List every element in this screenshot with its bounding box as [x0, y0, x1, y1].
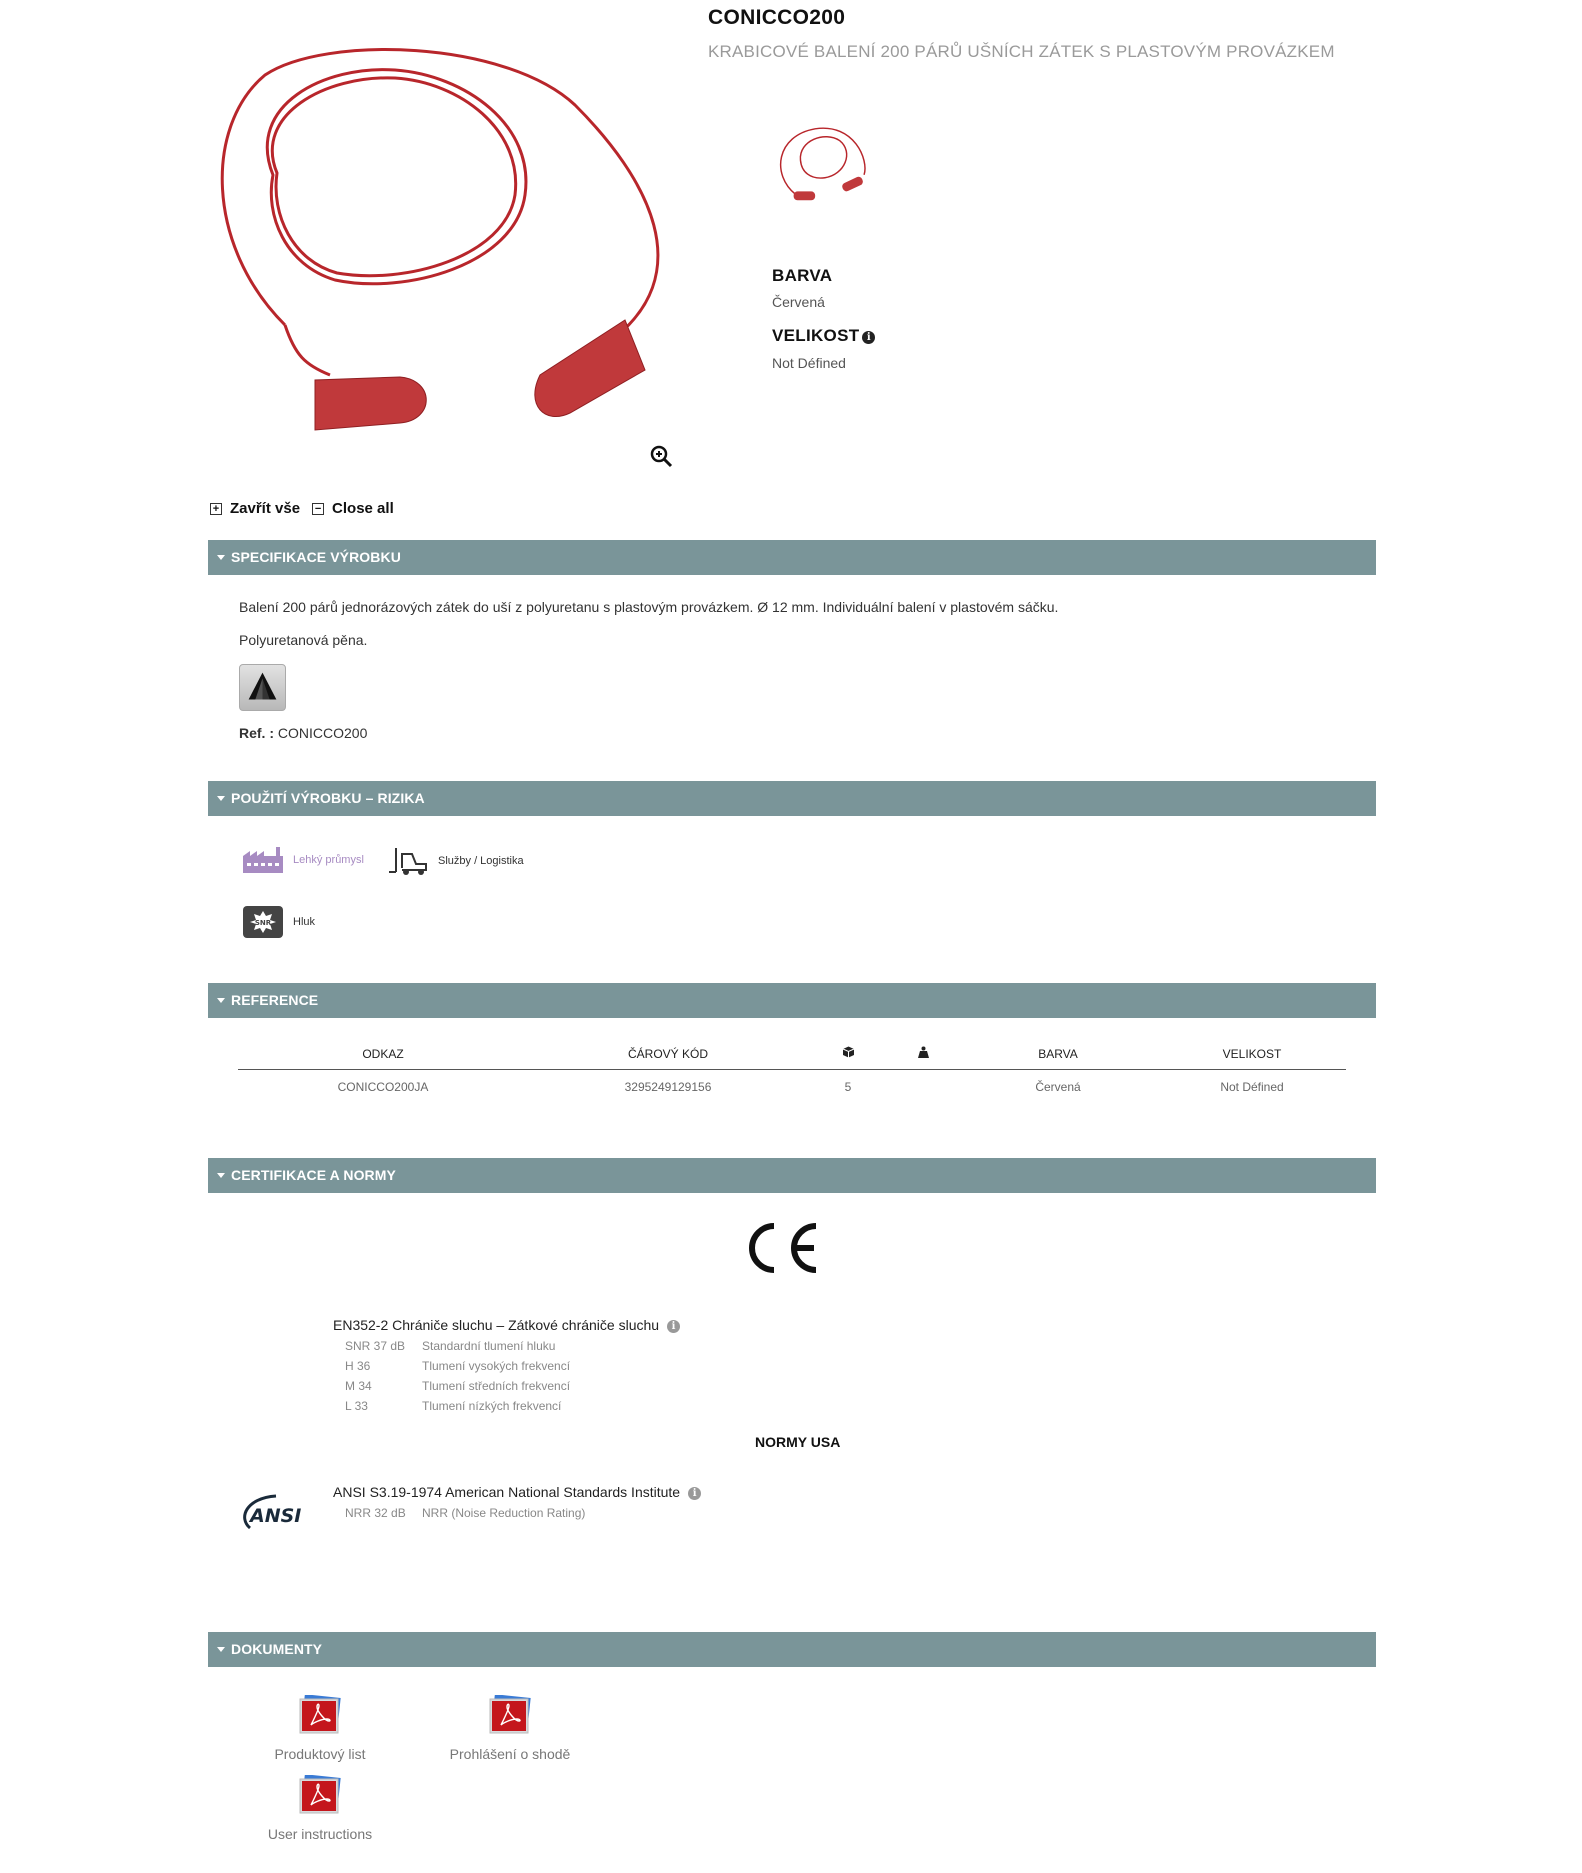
section-title: DOKUMENTY [231, 1641, 323, 1657]
close-all-label: Close all [332, 500, 394, 517]
usage-item [388, 846, 524, 876]
section-title: REFERENCE [231, 992, 319, 1008]
color-label: BARVA [772, 266, 833, 285]
cell-box-qty: 5 [844, 1080, 852, 1094]
forklift-icon [388, 846, 430, 876]
delta-plus-logo [239, 664, 286, 711]
usage-label: Lehký průmysl [293, 854, 364, 866]
norm-row: L 33 Tlumení nízkých frekvencí [345, 1399, 562, 1413]
noise-icon [242, 905, 284, 939]
pdf-icon [297, 1695, 343, 1735]
caret-down-icon [217, 555, 225, 560]
pdf-icon [487, 1695, 533, 1735]
close-all-button[interactable] [312, 500, 394, 517]
col-header-reference: ODKAZ [238, 1040, 528, 1070]
usage-item [242, 905, 315, 939]
norm-row: H 36 Tlumení vysokých frekvencí [345, 1359, 571, 1373]
usa-norms-heading: NORMY USA [755, 1434, 841, 1450]
size-label: VELIKOST [772, 326, 860, 345]
caret-down-icon [217, 998, 225, 1003]
info-icon[interactable]: i [688, 1487, 701, 1500]
product-thumbnail[interactable] [770, 120, 874, 212]
ce-mark-logo [746, 1222, 820, 1274]
col-header-color: BARVA [958, 1040, 1158, 1070]
expand-all-label: Zavřít vše [230, 500, 301, 517]
table-row [238, 1070, 1346, 1101]
expand-all-button[interactable] [210, 500, 300, 517]
ref-value: CONICCO200 [277, 725, 368, 741]
ansi-norm-title-row [333, 1484, 701, 1500]
box-icon [842, 1046, 855, 1058]
document-link-user-instructions[interactable] [250, 1775, 390, 1842]
cell-barcode: 3295249129156 [624, 1080, 712, 1094]
section-title: SPECIFIKACE VÝROBKU [231, 549, 401, 565]
ansi-norm-title: ANSI S3.19-1974 American National Standards Institute [333, 1484, 681, 1500]
ansi-logo [236, 1490, 304, 1534]
spec-reference [239, 725, 367, 741]
ref-label: Ref. : [239, 725, 274, 741]
norm-row: NRR 32 dB NRR (Noise Reduction Rating) [345, 1506, 586, 1520]
product-subtitle: KRABICOVÉ BALENÍ 200 PÁRŮ UŠNÍCH ZÁTEK S PLASTOVÝM PROVÁZKEM [708, 42, 1335, 61]
cell-color: Červená [1035, 1080, 1081, 1094]
document-link-declaration[interactable] [440, 1695, 580, 1762]
spec-material: Polyuretanová pěna. [239, 632, 368, 648]
cell-weight [888, 1070, 958, 1101]
section-header-reference[interactable] [208, 983, 1376, 1018]
weight-icon [918, 1046, 929, 1058]
spec-description: Balení 200 párů jednorázových zátek do uší z polyuretanu s plastovým provázkem. Ø 12 mm. Individuální balení v plastovém sáčku. [239, 599, 1059, 615]
cell-reference: CONICCO200JA [337, 1080, 429, 1094]
product-image[interactable] [205, 45, 685, 440]
col-header-size: VELIKOST [1158, 1040, 1346, 1070]
section-title: CERTIFIKACE A NORMY [231, 1167, 396, 1183]
usage-label: Hluk [293, 916, 316, 928]
product-title: CONICCO200 [708, 6, 846, 29]
caret-down-icon [217, 796, 225, 801]
size-value: Not Défined [772, 355, 846, 371]
usage-item [242, 846, 364, 874]
en-norm-title: EN352-2 Chrániče sluchu – Zátkové chrániče sluchu [333, 1317, 660, 1333]
color-value: Červená [772, 294, 825, 310]
en-norm-title-row [333, 1317, 680, 1333]
section-title: POUŽITÍ VÝROBKU – RIZIKA [231, 790, 425, 806]
cell-size: Not Défined [1220, 1080, 1284, 1094]
info-icon[interactable]: i [862, 331, 875, 344]
col-header-weight [888, 1040, 958, 1070]
minus-box-icon: − [312, 503, 324, 515]
document-link-product-sheet[interactable] [250, 1695, 390, 1762]
section-toggles [210, 500, 406, 517]
section-header-docs[interactable] [208, 1632, 1376, 1667]
caret-down-icon [217, 1647, 225, 1652]
plus-box-icon: + [210, 503, 222, 515]
ansi-norm-values [345, 1506, 585, 1520]
en-norm-values [345, 1339, 570, 1413]
document-label: Prohlášení o shodě [449, 1746, 571, 1762]
svg-text:ANSI: ANSI [250, 1505, 302, 1527]
factory-icon [242, 846, 284, 874]
section-header-cert[interactable] [208, 1158, 1376, 1193]
size-label-row [772, 326, 875, 346]
pdf-icon [297, 1775, 343, 1815]
document-label: User instructions [267, 1826, 373, 1842]
svg-text:SNR: SNR [254, 919, 272, 927]
section-header-spec[interactable] [208, 540, 1376, 575]
document-label: Produktový list [274, 1746, 366, 1762]
usage-label: Služby / Logistika [438, 855, 524, 867]
norm-row: SNR 37 dB Standardní tlumení hluku [345, 1339, 556, 1353]
table-header-row [238, 1040, 1346, 1070]
section-header-usage[interactable] [208, 781, 1376, 816]
reference-table [238, 1040, 1346, 1100]
norm-row: M 34 Tlumení středních frekvencí [345, 1379, 571, 1393]
col-header-barcode: ČÁROVÝ KÓD [528, 1040, 808, 1070]
col-header-box [808, 1040, 888, 1070]
info-icon[interactable]: i [667, 1320, 680, 1333]
zoom-icon[interactable] [648, 443, 674, 469]
caret-down-icon [217, 1173, 225, 1178]
